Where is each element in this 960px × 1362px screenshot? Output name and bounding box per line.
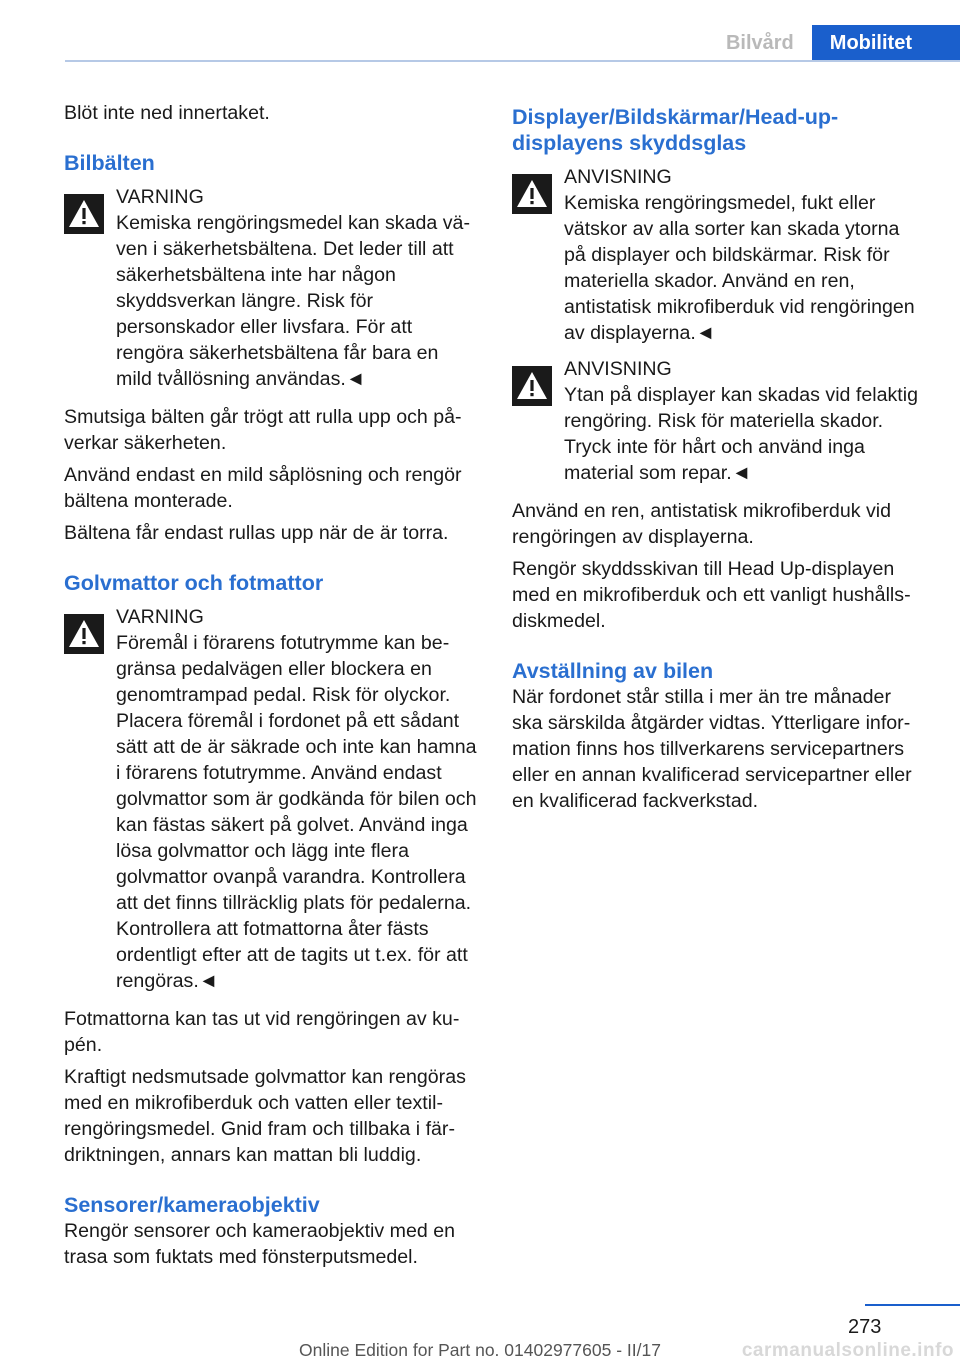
notice-label: ANVISNING (564, 166, 672, 188)
heading-golvmattor: Golvmattor och fotmattor (64, 571, 324, 595)
warning-label: VARNING (116, 186, 204, 208)
notice-label: ANVISNING (564, 358, 672, 380)
tab-bilvard[interactable]: Bilvård (725, 32, 794, 54)
heading-bilbalten: Bilbälten (64, 151, 155, 175)
warning-notice-golvmattor (64, 604, 477, 994)
right-column (512, 100, 925, 820)
warning-triangle-icon (512, 174, 552, 214)
paragraph: Rengör sensorer och kameraobjektiv med en trasa som fuktats med fönsterputsmedel. (64, 1220, 455, 1268)
warning-triangle-icon (64, 614, 104, 654)
paragraph: När fordonet står stilla i mer än tre månader ska särskilda åtgärder vidtas. Ytterligare information finns hos tillverkarens servicepartners eller en annan kvalificerad servicepartner eller en kvalificerad fackverkstad. (512, 686, 912, 812)
left-column (64, 100, 477, 1276)
notice-displayer-2 (512, 356, 925, 486)
heading-displayer: Displayer/Bildskärmar/Head-up-displayens skyddsglas (512, 105, 839, 155)
watermark: carmanualsonline.info (741, 1340, 954, 1361)
header-divider (65, 60, 960, 62)
warning-triangle-icon (512, 366, 552, 406)
warning-text: Kemiska rengöringsmedel kan skada väven i säkerhetsbältena. Det leder till att säkerhetsbältena inte har någon skyddsverkan längre. Risk för personskador eller livsfara. För att rengöra säkerhetsbältena får bara en mild tvållösning användas.◄ (116, 212, 470, 390)
chapter-tabs (710, 25, 960, 61)
paragraph: Använd en ren, antistatisk mikrofiberduk vid rengöringen av displayerna. (512, 500, 891, 548)
notice-text: Ytan på displayer kan skadas vid felaktig rengöring. Risk för materiella skador. Tryck inte för hårt och använd inga material som repar.◄ (564, 384, 918, 484)
warning-triangle-icon (64, 194, 104, 234)
page-number: 273 (848, 1316, 882, 1338)
intro-text: Blöt inte ned innertaket. (64, 102, 270, 124)
warning-text: Föremål i förarens fotutrymme kan begränsa pedalvägen eller blockera en genomtrampad pedal. Risk för olyckor. Placera föremål i fordonet på ett sådant sätt att de är säkrade och inte kan hamna i förarens fotutrymme. Använd endast golvmattor som är godkända för bilen och kan fästas säkert på golvet. Använd inga lösa golvmattor och lägg inte flera golvmattor ovanpå varandra. Kontrollera att det finns tillräcklig plats för pedalerna. Kontrollera att fotmattorna åter fästs ordentligt efter att de tagits ut t.ex. för att rengöras.◄ (116, 632, 477, 992)
warning-notice-bilbalten (64, 184, 477, 392)
footer-divider (865, 1304, 960, 1306)
paragraph: Kraftigt nedsmutsade golvmattor kan rengöras med en mikrofiberduk och vatten eller textilrengöringsmedel. Gnid fram och tillbaka i färdriktningen, annars kan mattan bli luddig. (64, 1066, 466, 1166)
edition-text: Online Edition for Part no. 01402977605 - II/17 (299, 1340, 661, 1360)
paragraph: Bältena får endast rullas upp när de är torra. (64, 522, 449, 544)
paragraph: Smutsiga bälten går trögt att rulla upp och påverkar säkerheten. (64, 406, 462, 454)
warning-label: VARNING (116, 606, 204, 628)
paragraph: Rengör skyddsskivan till Head Up-displayen med en mikrofiberduk och ett vanligt hushållsdiskmedel. (512, 558, 911, 632)
heading-sensorer: Sensorer/kameraobjektiv (64, 1193, 320, 1217)
notice-text: Kemiska rengöringsmedel, fukt eller vätskor av alla sorter kan skada ytorna på displayer och bildskärmar. Risk för materiella skador. Använd en ren, antistatisk mikrofiberduk vid rengöringen av displayerna.◄ (564, 192, 915, 344)
tab-mobilitet[interactable]: Mobilitet (812, 25, 960, 61)
notice-displayer-1 (512, 164, 925, 346)
paragraph: Använd endast en mild såplösning och rengör bältena monterade. (64, 464, 462, 512)
paragraph: Fotmattorna kan tas ut vid rengöringen av kupén. (64, 1008, 460, 1056)
heading-avstallning: Avställning av bilen (512, 659, 714, 683)
